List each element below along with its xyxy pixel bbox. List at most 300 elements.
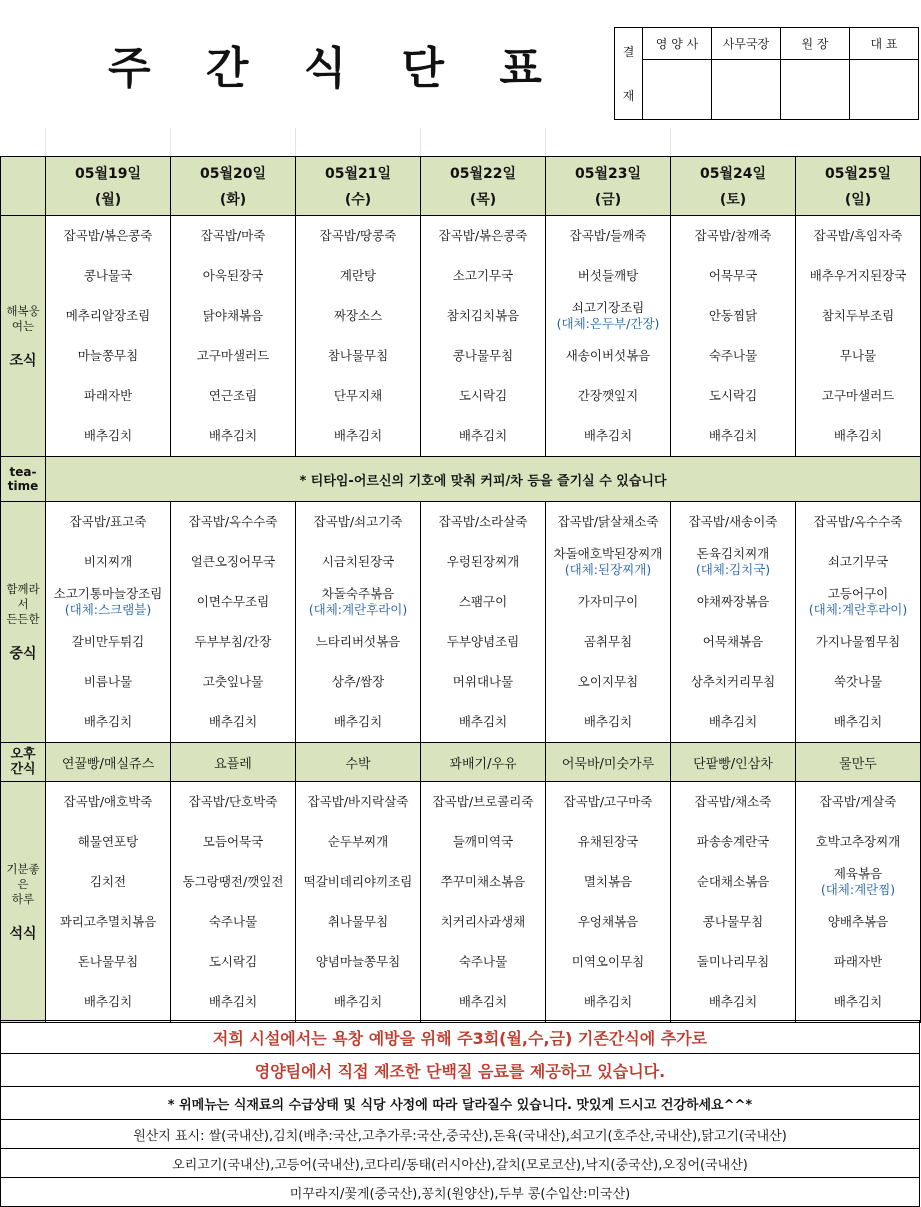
menu-item bbox=[546, 782, 670, 822]
menu-item bbox=[796, 542, 920, 582]
menu-item-name: 순두부찌개 bbox=[327, 834, 389, 849]
menu-item bbox=[421, 336, 545, 376]
menu-item bbox=[671, 416, 795, 456]
day-header bbox=[546, 157, 671, 216]
breakfast-label-main: 조식 bbox=[9, 352, 37, 369]
menu-item bbox=[46, 862, 170, 902]
menu-item-name: 어묵무국 bbox=[708, 268, 758, 283]
menu-item-name: 배추김치 bbox=[583, 428, 633, 443]
snack-label-line: 오후 bbox=[10, 747, 36, 762]
menu-item bbox=[46, 376, 170, 416]
menu-item bbox=[796, 582, 920, 622]
day-of-week: (수) bbox=[344, 192, 372, 208]
approval-role-nutritionist: 영 양 사 bbox=[643, 28, 712, 60]
menu-item-name: 잡곡밥/단호박죽 bbox=[188, 794, 278, 809]
snack-item: 어묵바/미숫가루 bbox=[546, 743, 671, 782]
menu-item-name: 이면수무조림 bbox=[196, 594, 270, 609]
menu-item bbox=[796, 782, 920, 822]
menu-item-name: 해물연포탕 bbox=[77, 834, 139, 849]
menu-item-name: 고춧잎나물 bbox=[202, 674, 264, 689]
menu-item-name: 잡곡밥/바지락살죽 bbox=[307, 794, 409, 809]
menu-item bbox=[296, 582, 420, 622]
breakfast-label bbox=[1, 216, 46, 457]
menu-item-name: 배추우거지된장국 bbox=[809, 268, 907, 283]
menu-item bbox=[421, 256, 545, 296]
menu-item-name: 잡곡밥/채소죽 bbox=[694, 794, 772, 809]
menu-item bbox=[296, 702, 420, 742]
day-date: 05월24일 bbox=[699, 166, 766, 182]
menu-item-name: 간장깻잎지 bbox=[577, 388, 639, 403]
snack-item: 꽈배기/우유 bbox=[421, 743, 546, 782]
menu-item bbox=[46, 542, 170, 582]
menu-item-name: 돈나물무침 bbox=[77, 954, 139, 969]
menu-item bbox=[671, 702, 795, 742]
breakfast-day-cell bbox=[546, 216, 671, 457]
day-date: 05월23일 bbox=[574, 166, 641, 182]
menu-item-name: 계란탕 bbox=[339, 268, 377, 283]
day-of-week: (목) bbox=[469, 192, 497, 208]
menu-item-name: 배추김치 bbox=[458, 714, 508, 729]
day-header bbox=[796, 157, 921, 216]
menu-item-name: 콩나물국 bbox=[83, 268, 133, 283]
menu-item-name: 안동찜닭 bbox=[708, 308, 758, 323]
menu-item-name: 쭈꾸미채소볶음 bbox=[440, 874, 526, 889]
menu-item-name: 배추김치 bbox=[583, 714, 633, 729]
menu-item bbox=[46, 416, 170, 456]
substitute-note: (대체:계란후라이) bbox=[308, 602, 408, 617]
day-of-week: (일) bbox=[844, 192, 872, 208]
signature-box bbox=[712, 60, 781, 120]
menu-item-name: 돌미나리무침 bbox=[696, 954, 770, 969]
menu-item-name: 차돌애호박된장찌개 bbox=[553, 546, 663, 561]
menu-item-name: 곰취무침 bbox=[583, 634, 633, 649]
day-of-week: (금) bbox=[594, 192, 622, 208]
menu-item-name: 잡곡밥/고구마죽 bbox=[563, 794, 653, 809]
menu-item bbox=[421, 982, 545, 1022]
menu-item-name: 배추김치 bbox=[458, 428, 508, 443]
menu-item bbox=[171, 782, 295, 822]
menu-item-name: 두부양념조림 bbox=[446, 634, 520, 649]
menu-item bbox=[46, 902, 170, 942]
menu-item-name: 잡곡밥/애호박죽 bbox=[63, 794, 153, 809]
menu-item bbox=[546, 296, 670, 336]
menu-item-name: 잡곡밥/게살죽 bbox=[819, 794, 897, 809]
menu-item bbox=[46, 982, 170, 1022]
menu-item-name: 콩나물무침 bbox=[702, 914, 764, 929]
menu-item-name: 야채짜장볶음 bbox=[696, 594, 770, 609]
menu-item-name: 배추김치 bbox=[708, 714, 758, 729]
menu-item bbox=[46, 256, 170, 296]
menu-item bbox=[671, 296, 795, 336]
menu-item-name: 잡곡밥/새송이죽 bbox=[688, 514, 778, 529]
approval-role-ceo: 대 표 bbox=[850, 28, 919, 60]
lunch-label bbox=[1, 502, 46, 743]
dinner-day-cell bbox=[421, 782, 546, 1023]
menu-item bbox=[421, 822, 545, 862]
dinner-day-cell bbox=[171, 782, 296, 1023]
day-of-week: (화) bbox=[219, 192, 247, 208]
menu-item-name: 양념마늘쫑무침 bbox=[315, 954, 401, 969]
menu-item bbox=[546, 902, 670, 942]
teatime-label: tea-time bbox=[1, 457, 46, 502]
menu-item-name: 쑥갓나물 bbox=[833, 674, 883, 689]
menu-item bbox=[171, 622, 295, 662]
menu-item-name: 우렁된장찌개 bbox=[446, 554, 520, 569]
menu-item bbox=[421, 542, 545, 582]
menu-item bbox=[171, 862, 295, 902]
menu-item bbox=[296, 942, 420, 982]
menu-item-name: 동그랑땡전/깻잎전 bbox=[182, 874, 284, 889]
lunch-day-cell bbox=[171, 502, 296, 743]
menu-item-name: 어묵채볶음 bbox=[702, 634, 764, 649]
menu-item bbox=[546, 542, 670, 582]
menu-item bbox=[296, 982, 420, 1022]
menu-item bbox=[171, 662, 295, 702]
menu-item-name: 고등어구이 bbox=[827, 586, 889, 601]
menu-item bbox=[171, 296, 295, 336]
menu-item bbox=[46, 216, 170, 256]
menu-item bbox=[671, 902, 795, 942]
menu-item-name: 배추김치 bbox=[833, 994, 883, 1009]
origin-label-line3: 미꾸라지/꽃게(중국산),꽁치(원양산),두부 콩(수입산:미국산) bbox=[1, 1178, 920, 1207]
menu-item-name: 단무지채 bbox=[333, 388, 383, 403]
menu-item-name: 아욱된장국 bbox=[202, 268, 264, 283]
menu-item-name: 배추김치 bbox=[583, 994, 633, 1009]
menu-item-name: 양배추볶음 bbox=[827, 914, 889, 929]
menu-item-name: 파래자반 bbox=[833, 954, 883, 969]
menu-item bbox=[546, 256, 670, 296]
menu-item bbox=[671, 216, 795, 256]
menu-item-name: 콩나물무침 bbox=[452, 348, 514, 363]
menu-item bbox=[546, 416, 670, 456]
menu-change-notice: * 위메뉴는 식재료의 수급상태 및 식당 사정에 따라 달라질수 있습니다. 맛있게 드시고 건강하세요^^* bbox=[1, 1087, 920, 1120]
menu-item bbox=[171, 702, 295, 742]
menu-item bbox=[671, 622, 795, 662]
menu-item-name: 잡곡밥/쇠고기죽 bbox=[313, 514, 403, 529]
day-header bbox=[171, 157, 296, 216]
menu-item-name: 배추김치 bbox=[83, 428, 133, 443]
menu-item bbox=[421, 502, 545, 542]
menu-item bbox=[421, 296, 545, 336]
menu-item bbox=[171, 336, 295, 376]
menu-item-name: 쇠고기무국 bbox=[827, 554, 889, 569]
breakfast-day-cell bbox=[421, 216, 546, 457]
menu-item bbox=[296, 662, 420, 702]
menu-item bbox=[671, 502, 795, 542]
breakfast-day-cell bbox=[296, 216, 421, 457]
menu-item-name: 마늘쫑무침 bbox=[77, 348, 139, 363]
snack-item: 요플레 bbox=[171, 743, 296, 782]
teatime-notice: * 티타임-어르신의 기호에 맞춰 커피/차 등을 즐기실 수 있습니다 bbox=[46, 457, 921, 502]
menu-item bbox=[296, 862, 420, 902]
menu-item-name: 잡곡밥/흑임자죽 bbox=[813, 228, 903, 243]
menu-item-name: 참나물무침 bbox=[327, 348, 389, 363]
substitute-note: (대체:김치국) bbox=[695, 562, 771, 577]
day-date: 05월19일 bbox=[74, 166, 141, 182]
menu-item bbox=[171, 542, 295, 582]
menu-item bbox=[171, 376, 295, 416]
lunch-day-cell bbox=[546, 502, 671, 743]
day-date: 05월25일 bbox=[824, 166, 891, 182]
snack-item: 연꿀빵/매실쥬스 bbox=[46, 743, 171, 782]
menu-item-name: 도시락김 bbox=[458, 388, 508, 403]
weekly-menu-table bbox=[0, 156, 921, 1023]
menu-item bbox=[421, 662, 545, 702]
menu-item bbox=[671, 782, 795, 822]
menu-item bbox=[671, 862, 795, 902]
menu-item-name: 미역오이무침 bbox=[571, 954, 645, 969]
menu-item-name: 배추김치 bbox=[333, 428, 383, 443]
signature-box bbox=[781, 60, 850, 120]
origin-label-line2: 오리고기(국내산),고등어(국내산),코다리/동태(러시아산),갈치(모로코산),낙지(중국산),오징어(국내산) bbox=[1, 1149, 920, 1178]
menu-item-name: 고구마샐러드 bbox=[821, 388, 895, 403]
menu-item bbox=[796, 902, 920, 942]
menu-item-name: 얼큰오징어무국 bbox=[190, 554, 276, 569]
menu-item bbox=[546, 702, 670, 742]
menu-item bbox=[546, 942, 670, 982]
dinner-label-line: 하루 bbox=[11, 892, 35, 906]
menu-item-name: 배추김치 bbox=[208, 428, 258, 443]
menu-item bbox=[421, 582, 545, 622]
menu-item bbox=[671, 256, 795, 296]
menu-item-name: 닭야채볶음 bbox=[202, 308, 264, 323]
header-gridlines bbox=[0, 128, 670, 156]
menu-item-name: 비지찌개 bbox=[83, 554, 133, 569]
menu-item bbox=[46, 582, 170, 622]
menu-item bbox=[421, 942, 545, 982]
menu-item-name: 파송송계란국 bbox=[696, 834, 770, 849]
dinner-label-line: 은 bbox=[17, 877, 29, 891]
menu-item-name: 잡곡밥/참깨죽 bbox=[694, 228, 772, 243]
breakfast-label-line: 해복웅 bbox=[6, 303, 40, 318]
menu-item bbox=[46, 296, 170, 336]
menu-item bbox=[421, 902, 545, 942]
menu-item bbox=[296, 416, 420, 456]
notes-table bbox=[0, 1020, 920, 1207]
menu-item-name: 가지나물찜무침 bbox=[815, 634, 901, 649]
dinner-day-cell bbox=[796, 782, 921, 1023]
menu-item bbox=[46, 502, 170, 542]
menu-item bbox=[546, 822, 670, 862]
menu-item bbox=[796, 502, 920, 542]
menu-item-name: 잡곡밥/들깨죽 bbox=[569, 228, 647, 243]
menu-item bbox=[546, 376, 670, 416]
lunch-label-main: 중식 bbox=[9, 646, 37, 662]
day-header bbox=[671, 157, 796, 216]
dinner-label-main: 석식 bbox=[9, 926, 37, 942]
menu-item bbox=[796, 416, 920, 456]
menu-item-name: 멸치볶음 bbox=[583, 874, 633, 889]
day-header bbox=[46, 157, 171, 216]
menu-item-name: 오이지무침 bbox=[577, 674, 639, 689]
menu-item bbox=[296, 622, 420, 662]
menu-item-name: 잡곡밥/볶은콩죽 bbox=[63, 228, 153, 243]
menu-item-name: 메추리알장조림 bbox=[65, 308, 151, 323]
signature-box bbox=[850, 60, 919, 120]
menu-item bbox=[421, 862, 545, 902]
menu-item-name: 연근조림 bbox=[208, 388, 258, 403]
menu-item bbox=[671, 582, 795, 622]
menu-item-name: 소고기무국 bbox=[452, 268, 514, 283]
substitute-note: (대체:스크램블) bbox=[64, 602, 152, 617]
menu-item-name: 치커리사과생채 bbox=[440, 914, 526, 929]
menu-item-name: 스팸구이 bbox=[458, 594, 508, 609]
menu-item-name: 배추김치 bbox=[708, 994, 758, 1009]
substitute-note: (대체:계란찜) bbox=[820, 882, 896, 897]
menu-item-name: 느타리버섯볶음 bbox=[315, 634, 401, 649]
day-date: 05월20일 bbox=[199, 166, 266, 182]
protein-drink-notice-line1: 저희 시설에서는 욕창 예방을 위해 주3회(월,수,금) 기존간식에 추가로 bbox=[1, 1021, 920, 1054]
menu-item bbox=[46, 662, 170, 702]
breakfast-day-cell bbox=[796, 216, 921, 457]
menu-item bbox=[296, 376, 420, 416]
day-header bbox=[296, 157, 421, 216]
snack-label bbox=[1, 743, 46, 782]
origin-label-line1: 원산지 표시: 쌀(국내산),김치(배추:국산,고추가루:국산,중국산),돈육(국내산),쇠고기(호주산,국내산),닭고기(국내산) bbox=[1, 1120, 920, 1149]
day-of-week: (월) bbox=[94, 192, 122, 208]
menu-item-name: 잡곡밥/마죽 bbox=[200, 228, 266, 243]
menu-item bbox=[671, 336, 795, 376]
menu-item bbox=[421, 782, 545, 822]
day-date: 05월21일 bbox=[324, 166, 391, 182]
breakfast-day-cell bbox=[46, 216, 171, 457]
menu-item bbox=[46, 822, 170, 862]
menu-item-name: 꽈리고추멸치볶음 bbox=[59, 914, 157, 929]
menu-item-name: 돈육김치찌개 bbox=[696, 546, 770, 561]
menu-item bbox=[46, 622, 170, 662]
day-date: 05월22일 bbox=[449, 166, 516, 182]
substitute-note: (대체:된장찌개) bbox=[564, 562, 652, 577]
dinner-day-cell bbox=[546, 782, 671, 1023]
dinner-day-cell bbox=[296, 782, 421, 1023]
lunch-label-line: 든든한 bbox=[6, 612, 40, 626]
menu-item-name: 순대채소볶음 bbox=[696, 874, 770, 889]
menu-item bbox=[546, 662, 670, 702]
menu-item bbox=[796, 822, 920, 862]
menu-item-name: 배추김치 bbox=[833, 714, 883, 729]
lunch-label-line: 서 bbox=[17, 597, 29, 611]
menu-item bbox=[671, 982, 795, 1022]
menu-item bbox=[46, 782, 170, 822]
menu-item bbox=[296, 502, 420, 542]
breakfast-day-cell bbox=[671, 216, 796, 457]
menu-item-name: 도시락김 bbox=[708, 388, 758, 403]
menu-item-name: 상추치커리무침 bbox=[690, 674, 776, 689]
menu-item-name: 배추김치 bbox=[333, 994, 383, 1009]
lunch-day-cell bbox=[796, 502, 921, 743]
menu-item-name: 배추김치 bbox=[708, 428, 758, 443]
day-of-week: (토) bbox=[719, 192, 747, 208]
menu-item bbox=[171, 982, 295, 1022]
corner-cell bbox=[1, 157, 46, 216]
menu-item-name: 숙주나물 bbox=[708, 348, 758, 363]
menu-item bbox=[171, 216, 295, 256]
menu-item bbox=[796, 942, 920, 982]
menu-item bbox=[171, 502, 295, 542]
menu-item-name: 갈비만두튀김 bbox=[71, 634, 145, 649]
menu-item-name: 차돌숙주볶음 bbox=[321, 586, 395, 601]
menu-item-name: 상추/쌈장 bbox=[331, 674, 385, 689]
menu-item bbox=[546, 502, 670, 542]
menu-item bbox=[796, 336, 920, 376]
menu-item-name: 배추김치 bbox=[833, 428, 883, 443]
menu-item bbox=[421, 702, 545, 742]
menu-item bbox=[796, 216, 920, 256]
menu-item bbox=[796, 662, 920, 702]
menu-item bbox=[296, 902, 420, 942]
menu-item-name: 비름나물 bbox=[83, 674, 133, 689]
menu-item bbox=[546, 862, 670, 902]
menu-item bbox=[296, 256, 420, 296]
menu-item-name: 우엉채볶음 bbox=[577, 914, 639, 929]
menu-item bbox=[171, 822, 295, 862]
substitute-note: (대체:온두부/간장) bbox=[556, 316, 660, 331]
menu-item bbox=[796, 376, 920, 416]
snack-item: 물만두 bbox=[796, 743, 921, 782]
menu-item-name: 배추김치 bbox=[83, 714, 133, 729]
menu-item-name: 가자미구이 bbox=[577, 594, 639, 609]
dinner-label bbox=[1, 782, 46, 1023]
menu-item-name: 배추김치 bbox=[333, 714, 383, 729]
menu-item bbox=[171, 416, 295, 456]
menu-item bbox=[796, 982, 920, 1022]
menu-item-name: 배추김치 bbox=[458, 994, 508, 1009]
menu-item bbox=[46, 702, 170, 742]
breakfast-day-cell bbox=[171, 216, 296, 457]
menu-item-name: 잡곡밥/표고죽 bbox=[69, 514, 147, 529]
menu-item-name: 배추김치 bbox=[83, 994, 133, 1009]
protein-drink-notice-line2: 영양팀에서 직접 제조한 단백질 음료를 제공하고 있습니다. bbox=[1, 1054, 920, 1087]
menu-item-name: 시금치된장국 bbox=[321, 554, 395, 569]
menu-item-name: 두부부침/간장 bbox=[194, 634, 272, 649]
menu-item-name: 잡곡밥/옥수수죽 bbox=[188, 514, 278, 529]
dinner-day-cell bbox=[46, 782, 171, 1023]
menu-item-name: 들깨미역국 bbox=[452, 834, 514, 849]
substitute-note: (대체:계란후라이) bbox=[808, 602, 908, 617]
snack-item: 수박 bbox=[296, 743, 421, 782]
dinner-label-line: 기분좋 bbox=[6, 862, 40, 876]
menu-item bbox=[546, 622, 670, 662]
lunch-day-cell bbox=[46, 502, 171, 743]
approval-label: 결 재 bbox=[615, 28, 643, 120]
menu-item-name: 소고기통마늘장조림 bbox=[53, 586, 163, 601]
snack-item: 단팥빵/인삼차 bbox=[671, 743, 796, 782]
menu-item bbox=[546, 982, 670, 1022]
breakfast-label-line: 여는 bbox=[11, 318, 35, 333]
menu-item bbox=[171, 582, 295, 622]
menu-item-name: 잡곡밥/볶은콩죽 bbox=[438, 228, 528, 243]
menu-item bbox=[46, 336, 170, 376]
menu-item bbox=[796, 622, 920, 662]
menu-item bbox=[171, 902, 295, 942]
day-header bbox=[421, 157, 546, 216]
menu-item-name: 배추김치 bbox=[208, 714, 258, 729]
menu-item-name: 참치김치볶음 bbox=[446, 308, 520, 323]
menu-item-name: 떡갈비데리야끼조림 bbox=[303, 874, 413, 889]
menu-item-name: 도시락김 bbox=[208, 954, 258, 969]
menu-item-name: 취나물무침 bbox=[327, 914, 389, 929]
menu-item bbox=[421, 216, 545, 256]
menu-item-name: 파래자반 bbox=[83, 388, 133, 403]
menu-item bbox=[296, 782, 420, 822]
menu-item bbox=[171, 942, 295, 982]
menu-item-name: 새송이버섯볶음 bbox=[565, 348, 651, 363]
menu-item-name: 잡곡밥/옥수수죽 bbox=[813, 514, 903, 529]
lunch-day-cell bbox=[421, 502, 546, 743]
menu-item bbox=[546, 582, 670, 622]
menu-item-name: 잡곡밥/소라살죽 bbox=[438, 514, 528, 529]
menu-item-name: 유채된장국 bbox=[577, 834, 639, 849]
